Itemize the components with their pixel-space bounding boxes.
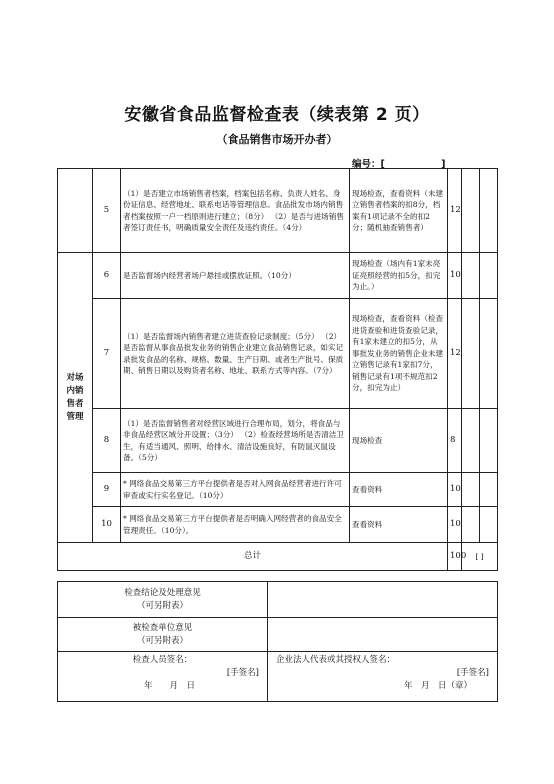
representative-signature-placeholder: [手签名] bbox=[456, 668, 489, 678]
check-method: 查看资料 bbox=[350, 507, 448, 543]
result-cell[interactable] bbox=[462, 507, 480, 543]
table-row bbox=[58, 409, 498, 473]
item-number: 6 bbox=[93, 253, 121, 299]
inspection-table bbox=[57, 168, 498, 571]
remark-cell[interactable] bbox=[480, 507, 498, 543]
opinion-note: （可另附表） bbox=[136, 635, 188, 646]
representative-signature-date: 年 月 日（章） bbox=[404, 681, 473, 691]
remark-cell[interactable] bbox=[480, 253, 498, 299]
total-bracket[interactable]: [ ] bbox=[462, 543, 498, 571]
item-score: 8 bbox=[448, 409, 462, 473]
item-content: * 网络食品交易第三方平台提供者是否对入网食品经营者进行许可审查或实行实名登记。（10分） bbox=[121, 473, 350, 507]
empty-category-cell bbox=[58, 169, 93, 253]
total-row bbox=[58, 543, 498, 571]
item-content: （1）是否监督场内销售者建立进货查验记录制度；（5分） （2）是否监督从事食品批发业务的销售企业建立食品销售记录，如实记录批发食品的名称、规格、数量、生产日期、或者生产批号、保质期、销售日期以及购货者名称、地址、联系方式等内容。（7分） bbox=[121, 299, 350, 409]
opinion-label bbox=[58, 618, 268, 652]
conclusion-row bbox=[58, 582, 498, 618]
representative-signature-cell[interactable] bbox=[268, 652, 498, 702]
remark-cell[interactable] bbox=[480, 299, 498, 409]
result-cell[interactable] bbox=[462, 299, 480, 409]
opinion-title: 被检查单位意见 bbox=[132, 622, 193, 633]
check-method: 现场检查，查看资料（检查进货查验和进货查验记录，有1家未建立的扣5分，从事批发业务的销售企业未建立销售记录有1家扣7分，销售记录有1项不规范扣2分，扣完为止） bbox=[350, 299, 448, 409]
conclusion-note: （可另附表） bbox=[136, 600, 188, 611]
check-method: 现场检查，查看资料（未建立销售者档案的扣8分，档案有1项记录不全的扣2分；随机抽查销售者） bbox=[350, 169, 448, 253]
opinion-field[interactable] bbox=[268, 618, 498, 652]
form-title: 安徽省食品监督检查表（续表第 2 页） bbox=[124, 105, 430, 125]
document-number-close: ] bbox=[441, 159, 446, 170]
table-row bbox=[58, 169, 498, 253]
item-content: （1）是否建立市场销售者档案，档案包括名称、负责人姓名、身份证信息、经营地址、联系电话等管理信息。食品批发市场内销售者档案按照一户一档原则进行建立；（8分） （2）是否与进场销售者签订责任书，明确质量安全责任及违约责任。（4分） bbox=[121, 169, 350, 253]
opinion-row bbox=[58, 618, 498, 652]
check-method: 现场检查（场内有1家未亮证亮照经营的扣5分，扣完为止。） bbox=[350, 253, 448, 299]
item-number: 7 bbox=[93, 299, 121, 409]
remark-cell[interactable] bbox=[480, 473, 498, 507]
conclusion-field[interactable] bbox=[268, 582, 498, 618]
conclusion-label bbox=[58, 582, 268, 618]
category-label: 对场内销售者管理 bbox=[58, 253, 93, 543]
inspector-signature-date: 年 月 日 bbox=[144, 681, 196, 691]
item-number: 10 bbox=[93, 507, 121, 543]
conclusion-table bbox=[57, 581, 498, 702]
check-method: 查看资料 bbox=[350, 473, 448, 507]
remark-cell[interactable] bbox=[480, 169, 498, 253]
table-row bbox=[58, 299, 498, 409]
item-score: 12 bbox=[448, 299, 462, 409]
table-row bbox=[58, 253, 498, 299]
item-number: 5 bbox=[93, 169, 121, 253]
representative-signature-label: 企业法人代表或其授权人签名： bbox=[276, 655, 396, 665]
item-content: * 网络食品交易第三方平台提供者是否明确入网经营者的食品安全管理责任。（10分）。 bbox=[121, 507, 350, 543]
item-score: 12 bbox=[448, 169, 462, 253]
inspector-signature-placeholder: [手签名] bbox=[226, 668, 259, 678]
total-label: 总计 bbox=[58, 543, 448, 571]
item-score: 10 bbox=[448, 253, 462, 299]
result-cell[interactable] bbox=[462, 253, 480, 299]
result-cell[interactable] bbox=[462, 409, 480, 473]
inspector-signature-cell[interactable] bbox=[58, 652, 268, 702]
remark-cell[interactable] bbox=[480, 409, 498, 473]
table-row bbox=[58, 507, 498, 543]
inspector-signature-label: 检查人员签名： bbox=[132, 655, 193, 665]
signature-row bbox=[58, 652, 498, 702]
item-score: 10 bbox=[448, 507, 462, 543]
result-cell[interactable] bbox=[462, 473, 480, 507]
item-number: 9 bbox=[93, 473, 121, 507]
conclusion-title: 检查结论及处理意见 bbox=[124, 587, 201, 598]
item-number: 8 bbox=[93, 409, 121, 473]
document-number-label: 编号：[ bbox=[352, 159, 385, 170]
form-subtitle: （食品销售市场开办者） bbox=[216, 133, 338, 146]
check-method: 现场检查 bbox=[350, 409, 448, 473]
table-row bbox=[58, 473, 498, 507]
item-content: 是否监督场内经营者场户悬挂或摆放证照。（10分） bbox=[121, 253, 350, 299]
total-score: 100 bbox=[448, 543, 462, 571]
item-score: 10 bbox=[448, 473, 462, 507]
result-cell[interactable] bbox=[462, 169, 480, 253]
item-content: （1）是否监督销售者对经营区域进行合理布局，划分，将食品与非食品经营区域分开设置；（3分） （2）检查经营场所是否清洁卫生，有适当通风、照明、给排水、清洁设施良好，有防鼠灭鼠设备。（5分） bbox=[121, 409, 350, 473]
